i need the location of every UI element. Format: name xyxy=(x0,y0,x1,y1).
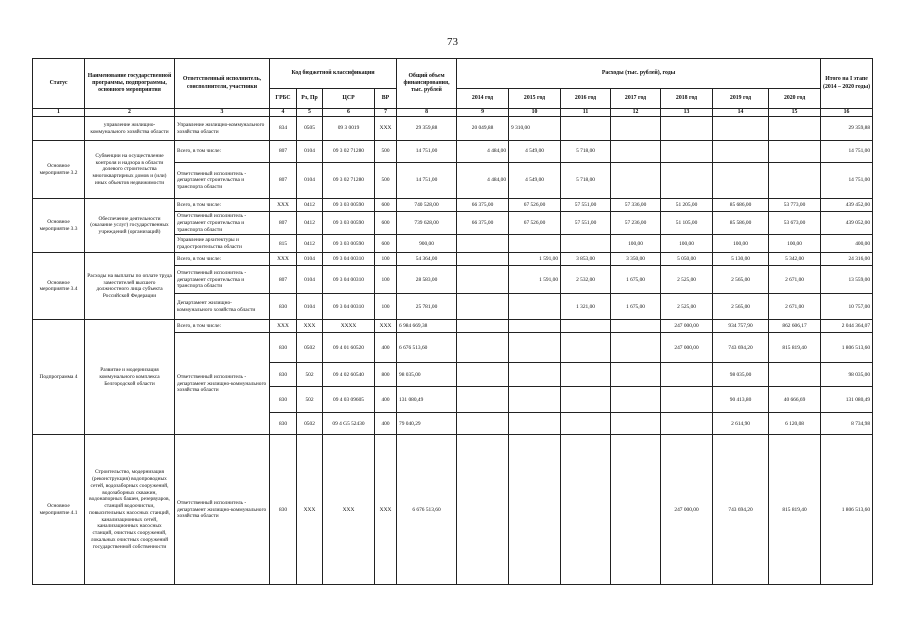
header-2019: 2019 год xyxy=(713,89,769,109)
cell-total: 14 751,00 xyxy=(397,141,457,163)
cell-2020: 6 120,08 xyxy=(769,413,821,435)
cell-2016 xyxy=(561,117,611,141)
cell-status: Основное мероприятие 4.1 xyxy=(33,435,85,585)
col-number: 5 xyxy=(297,109,323,117)
header-budget-code: Код бюджетной классификации xyxy=(270,59,397,89)
cell-vr: 400 xyxy=(375,333,397,363)
cell-2018 xyxy=(661,363,713,387)
cell-2014: 66 375,00 xyxy=(457,199,509,212)
header-2017: 2017 год xyxy=(611,89,661,109)
cell-csr: 09 3 04 00310 xyxy=(323,253,375,266)
cell-responsible: Ответственный исполнитель - департамент жилищно-коммунального хозяйства области xyxy=(175,435,270,585)
cell-csr: 09 4 G5 52430 xyxy=(323,413,375,435)
cell-2017 xyxy=(611,387,661,413)
cell-2018: 2 525,00 xyxy=(661,266,713,294)
cell-vr: ХХХ xyxy=(375,117,397,141)
cell-itog: 1 806 513,60 xyxy=(821,435,873,585)
cell-2020 xyxy=(769,163,821,199)
cell-responsible: Всего, в том числе: xyxy=(175,253,270,266)
cell-total: 29 359,88 xyxy=(397,117,457,141)
cell-rzpr: 0412 xyxy=(297,199,323,212)
cell-2019: 2 565,00 xyxy=(713,266,769,294)
cell-total: 6 676 513,60 xyxy=(397,435,457,585)
cell-2015 xyxy=(509,333,561,363)
cell-total: 6 676 513,60 xyxy=(397,333,457,363)
cell-itog: 13 559,00 xyxy=(821,266,873,294)
cell-csr: 09 3 03 00590 xyxy=(323,212,375,235)
cell-status xyxy=(33,117,85,141)
cell-itog: 439 452,00 xyxy=(821,199,873,212)
cell-2018: 51 205,00 xyxy=(661,199,713,212)
cell-2015: 1 591,00 xyxy=(509,253,561,266)
cell-2020 xyxy=(769,141,821,163)
col-number: 3 xyxy=(175,109,270,117)
col-number: 10 xyxy=(509,109,561,117)
cell-csr: 09 3 03 00590 xyxy=(323,235,375,253)
cell-name: Обеспечение деятельности (оказание услуг) государственных учреждений (организаций) xyxy=(85,199,175,253)
cell-2014 xyxy=(457,413,509,435)
cell-2016: 57 551,00 xyxy=(561,199,611,212)
cell-csr: 09 3 02 71280 xyxy=(323,163,375,199)
table-row xyxy=(33,435,873,585)
cell-status: Подпрограмма 4 xyxy=(33,320,85,435)
cell-2014 xyxy=(457,363,509,387)
cell-itog: 1 806 513,60 xyxy=(821,333,873,363)
cell-csr: 09 3 04 00310 xyxy=(323,266,375,294)
col-number: 4 xyxy=(270,109,297,117)
col-number: 16 xyxy=(821,109,873,117)
table-row xyxy=(33,320,873,333)
cell-itog: 14 751,00 xyxy=(821,141,873,163)
cell-2019: 934 757,90 xyxy=(713,320,769,333)
cell-2016: 3 853,00 xyxy=(561,253,611,266)
cell-vr: 600 xyxy=(375,199,397,212)
cell-2020: 40 666,69 xyxy=(769,387,821,413)
page-number: 73 xyxy=(447,36,458,48)
cell-2015: 67 526,00 xyxy=(509,199,561,212)
cell-2019 xyxy=(713,141,769,163)
cell-2015: 4 549,00 xyxy=(509,141,561,163)
cell-name: Строительство, модернизация (реконструкция) водопроводных сетей, водозаборных сооружений, водозаборных скважин, водонапорных башен, резервуаров, станций водоочистки, повысительных насосных станций, канализационных сетей, канализационных насосных станций, очистных сооружений, локальных очистных сооружений государственной собственности xyxy=(85,435,175,585)
col-number: 11 xyxy=(561,109,611,117)
cell-total: 6 984 669,38 xyxy=(397,320,457,333)
header-csr: ЦСР xyxy=(323,89,375,109)
cell-grbs: 830 xyxy=(270,333,297,363)
cell-total: 900,00 xyxy=(397,235,457,253)
cell-2014: 20 049,88 xyxy=(457,117,509,141)
cell-csr: 09 3 02 71280 xyxy=(323,141,375,163)
cell-total: 25 781,00 xyxy=(397,294,457,320)
cell-2015 xyxy=(509,435,561,585)
cell-2019: 98 035,00 xyxy=(713,363,769,387)
cell-2018: 247 000,00 xyxy=(661,320,713,333)
cell-grbs: 830 xyxy=(270,387,297,413)
cell-responsible: Всего, в том числе: xyxy=(175,141,270,163)
header-2020: 2020 год xyxy=(769,89,821,109)
cell-grbs: 807 xyxy=(270,141,297,163)
cell-responsible: Ответственный исполнитель - департамент строительства и транспорта области xyxy=(175,212,270,235)
cell-2014: 4 484,00 xyxy=(457,163,509,199)
header-vr: ВР xyxy=(375,89,397,109)
cell-csr: 09 3 03 00590 xyxy=(323,199,375,212)
cell-2020: 815 819,40 xyxy=(769,435,821,585)
budget-table xyxy=(32,58,873,585)
cell-2017 xyxy=(611,141,661,163)
header-grbs: ГРБС xyxy=(270,89,297,109)
col-number: 9 xyxy=(457,109,509,117)
cell-rzpr: 502 xyxy=(297,363,323,387)
cell-vr: 100 xyxy=(375,253,397,266)
header-status: Статус xyxy=(33,59,85,109)
col-number: 12 xyxy=(611,109,661,117)
cell-grbs: 830 xyxy=(270,435,297,585)
cell-2015 xyxy=(509,413,561,435)
cell-2019: 85 686,00 xyxy=(713,199,769,212)
cell-responsible: Ответственный исполнитель - департамент строительства и транспорта области xyxy=(175,266,270,294)
cell-grbs: 830 xyxy=(270,413,297,435)
cell-2019: 90 413,80 xyxy=(713,387,769,413)
cell-2020 xyxy=(769,117,821,141)
cell-rzpr: 0412 xyxy=(297,235,323,253)
cell-2017: 1 675,00 xyxy=(611,294,661,320)
cell-csr: 09 4 02 60540 xyxy=(323,363,375,387)
cell-2014 xyxy=(457,294,509,320)
cell-responsible: Ответственный исполнитель - департамент строительства и транспорта области xyxy=(175,163,270,199)
cell-2020: 862 606,17 xyxy=(769,320,821,333)
cell-vr: 100 xyxy=(375,294,397,320)
col-number: 7 xyxy=(375,109,397,117)
cell-responsible: Управление жилищно-коммунального хозяйства области xyxy=(175,117,270,141)
cell-2017: 57 336,00 xyxy=(611,199,661,212)
col-number: 1 xyxy=(33,109,85,117)
cell-2015: 1 591,00 xyxy=(509,266,561,294)
cell-itog: 2 044 364,07 xyxy=(821,320,873,333)
cell-2016: 5 718,00 xyxy=(561,141,611,163)
cell-vr: 400 xyxy=(375,413,397,435)
cell-csr: 09 4 01 60520 xyxy=(323,333,375,363)
cell-2018: 247 000,00 xyxy=(661,333,713,363)
cell-total: 739 628,00 xyxy=(397,212,457,235)
header-responsible: Ответственный исполнитель, соисполнители, участники xyxy=(175,59,270,109)
cell-csr: 09 3 04 00310 xyxy=(323,294,375,320)
cell-responsible: Всего, в том числе: xyxy=(175,199,270,212)
header-name: Наименование государственной программы, подпрограммы, основного мероприятия xyxy=(85,59,175,109)
cell-2016 xyxy=(561,320,611,333)
cell-status: Основное мероприятие 3.3 xyxy=(33,199,85,253)
cell-2014 xyxy=(457,387,509,413)
cell-rzpr: 0104 xyxy=(297,294,323,320)
cell-total: 28 583,00 xyxy=(397,266,457,294)
cell-name: Развитие и модернизация коммунального комплекса Белгородской области xyxy=(85,320,175,435)
column-numbers-row xyxy=(33,109,873,117)
cell-csr: ХХХХ xyxy=(323,320,375,333)
cell-2016 xyxy=(561,413,611,435)
cell-vr: ХХХ xyxy=(375,320,397,333)
cell-csr: ХХХ xyxy=(323,435,375,585)
cell-2017 xyxy=(611,163,661,199)
cell-2020 xyxy=(769,363,821,387)
cell-itog: 439 052,00 xyxy=(821,212,873,235)
cell-2015 xyxy=(509,294,561,320)
cell-responsible: Всего, в том числе: xyxy=(175,320,270,333)
cell-rzpr: 0412 xyxy=(297,212,323,235)
cell-responsible: Департамент жилищно-коммунального хозяйства области xyxy=(175,294,270,320)
cell-2018 xyxy=(661,387,713,413)
cell-2016 xyxy=(561,363,611,387)
cell-2020: 815 819,40 xyxy=(769,333,821,363)
cell-2014 xyxy=(457,435,509,585)
cell-total: 131 080,49 xyxy=(397,387,457,413)
cell-itog: 98 035,00 xyxy=(821,363,873,387)
cell-grbs: 807 xyxy=(270,163,297,199)
cell-2015 xyxy=(509,387,561,413)
cell-vr: 500 xyxy=(375,141,397,163)
cell-responsible: Управление архитектуры и градостроительства области xyxy=(175,235,270,253)
cell-vr: 100 xyxy=(375,266,397,294)
cell-2017 xyxy=(611,363,661,387)
cell-csr: 09 3 0019 xyxy=(323,117,375,141)
cell-csr: 09 4 03 09605 xyxy=(323,387,375,413)
cell-rzpr: 0502 xyxy=(297,413,323,435)
cell-rzpr: 0104 xyxy=(297,163,323,199)
cell-2017 xyxy=(611,413,661,435)
cell-itog: 29 359,88 xyxy=(821,117,873,141)
cell-total: 98 035,00 xyxy=(397,363,457,387)
cell-total: 54 364,00 xyxy=(397,253,457,266)
cell-2019 xyxy=(713,163,769,199)
cell-grbs: 834 xyxy=(270,117,297,141)
cell-2018: 5 050,00 xyxy=(661,253,713,266)
col-number: 2 xyxy=(85,109,175,117)
cell-2017: 3 350,00 xyxy=(611,253,661,266)
cell-2017: 57 236,00 xyxy=(611,212,661,235)
table-row xyxy=(33,253,873,266)
cell-itog: 8 734,98 xyxy=(821,413,873,435)
cell-2020: 2 671,00 xyxy=(769,266,821,294)
cell-itog: 131 080,49 xyxy=(821,387,873,413)
cell-2020: 5 342,00 xyxy=(769,253,821,266)
cell-2016: 1 321,00 xyxy=(561,294,611,320)
cell-total: 79 040,29 xyxy=(397,413,457,435)
header-total-volume: Общий объем финансирования, тыс. рублей xyxy=(397,59,457,109)
col-number: 14 xyxy=(713,109,769,117)
cell-2018: 2 525,00 xyxy=(661,294,713,320)
cell-2016 xyxy=(561,387,611,413)
cell-2020: 53 773,00 xyxy=(769,199,821,212)
cell-name: управление жилищно-коммунального хозяйства области xyxy=(85,117,175,141)
cell-2014 xyxy=(457,235,509,253)
cell-rzpr: 0104 xyxy=(297,141,323,163)
header-2015: 2015 год xyxy=(509,89,561,109)
cell-name: Расходы на выплаты по оплате труда заместителей высшего должностного лица субъекта Российской Федерации xyxy=(85,253,175,320)
cell-2018: 247 000,00 xyxy=(661,435,713,585)
cell-2017 xyxy=(611,117,661,141)
cell-2015 xyxy=(509,320,561,333)
cell-vr: 600 xyxy=(375,212,397,235)
cell-2020: 2 671,00 xyxy=(769,294,821,320)
cell-2017 xyxy=(611,333,661,363)
cell-grbs: 807 xyxy=(270,212,297,235)
cell-2015: 9 310,00 xyxy=(509,117,561,141)
cell-2014 xyxy=(457,333,509,363)
header-stage-total: Итого на I этапе (2014 – 2020 годы) xyxy=(821,59,873,109)
cell-grbs: 830 xyxy=(270,363,297,387)
cell-grbs: 807 xyxy=(270,266,297,294)
col-number: 15 xyxy=(769,109,821,117)
cell-vr: 600 xyxy=(375,235,397,253)
cell-2016 xyxy=(561,235,611,253)
cell-2016 xyxy=(561,435,611,585)
cell-2017 xyxy=(611,320,661,333)
cell-2020: 53 673,00 xyxy=(769,212,821,235)
cell-rzpr: ХХХ xyxy=(297,320,323,333)
header-rzpr: Рз, Пр xyxy=(297,89,323,109)
cell-2016: 2 532,00 xyxy=(561,266,611,294)
cell-itog: 400,00 xyxy=(821,235,873,253)
cell-2019: 743 694,20 xyxy=(713,435,769,585)
cell-2016: 57 551,00 xyxy=(561,212,611,235)
cell-2019 xyxy=(713,117,769,141)
cell-vr: 500 xyxy=(375,163,397,199)
cell-total: 740 528,00 xyxy=(397,199,457,212)
cell-rzpr: 0505 xyxy=(297,117,323,141)
cell-2014 xyxy=(457,253,509,266)
cell-2016: 5 718,00 xyxy=(561,163,611,199)
cell-2014 xyxy=(457,320,509,333)
cell-2017: 1 675,00 xyxy=(611,266,661,294)
cell-itog: 14 751,00 xyxy=(821,163,873,199)
cell-2018 xyxy=(661,117,713,141)
cell-2019: 743 694,20 xyxy=(713,333,769,363)
cell-vr: ХХХ xyxy=(375,435,397,585)
cell-2014: 4 484,00 xyxy=(457,141,509,163)
cell-grbs: 830 xyxy=(270,294,297,320)
table-row xyxy=(33,141,873,163)
cell-2015: 67 526,00 xyxy=(509,212,561,235)
cell-grbs: ХХХ xyxy=(270,199,297,212)
cell-2020: 100,00 xyxy=(769,235,821,253)
cell-2015 xyxy=(509,363,561,387)
cell-2015: 4 549,00 xyxy=(509,163,561,199)
col-number: 13 xyxy=(661,109,713,117)
header-expenses: Расходы (тыс. рублей), годы xyxy=(457,59,821,89)
cell-vr: 400 xyxy=(375,387,397,413)
cell-rzpr: 0104 xyxy=(297,253,323,266)
cell-2014: 66 375,00 xyxy=(457,212,509,235)
cell-2019: 100,00 xyxy=(713,235,769,253)
cell-2014 xyxy=(457,266,509,294)
cell-total: 14 751,00 xyxy=(397,163,457,199)
cell-2017: 100,00 xyxy=(611,235,661,253)
cell-2019: 85 586,00 xyxy=(713,212,769,235)
cell-rzpr: ХХХ xyxy=(297,435,323,585)
cell-rzpr: 0502 xyxy=(297,333,323,363)
cell-itog: 10 757,00 xyxy=(821,294,873,320)
cell-2016 xyxy=(561,333,611,363)
col-number: 6 xyxy=(323,109,375,117)
cell-2018: 51 105,00 xyxy=(661,212,713,235)
table-row xyxy=(33,117,873,141)
cell-itog: 24 316,00 xyxy=(821,253,873,266)
cell-2018 xyxy=(661,163,713,199)
header-2018: 2018 год xyxy=(661,89,713,109)
cell-2015 xyxy=(509,235,561,253)
cell-grbs: ХХХ xyxy=(270,253,297,266)
cell-grbs: ХХХ xyxy=(270,320,297,333)
cell-2019: 2 565,00 xyxy=(713,294,769,320)
cell-responsible: Ответственный исполнитель - департамент жилищно-коммунального хозяйства области xyxy=(175,333,270,435)
header-2016: 2016 год xyxy=(561,89,611,109)
cell-rzpr: 502 xyxy=(297,387,323,413)
cell-2018 xyxy=(661,141,713,163)
cell-2018 xyxy=(661,413,713,435)
cell-2019: 2 614,90 xyxy=(713,413,769,435)
col-number: 8 xyxy=(397,109,457,117)
cell-grbs: 815 xyxy=(270,235,297,253)
cell-name: Субвенции на осуществление контроля и надзора в области долевого строительства многоквартирных домов и (или) иных объектов недвижимости xyxy=(85,141,175,199)
cell-2019: 5 130,00 xyxy=(713,253,769,266)
cell-rzpr: 0104 xyxy=(297,266,323,294)
header-2014: 2014 год xyxy=(457,89,509,109)
cell-status: Основное мероприятие 3.2 xyxy=(33,141,85,199)
cell-status: Основное мероприятие 3.4 xyxy=(33,253,85,320)
cell-2018: 100,00 xyxy=(661,235,713,253)
table-row xyxy=(33,199,873,212)
cell-2017 xyxy=(611,435,661,585)
cell-vr: 800 xyxy=(375,363,397,387)
